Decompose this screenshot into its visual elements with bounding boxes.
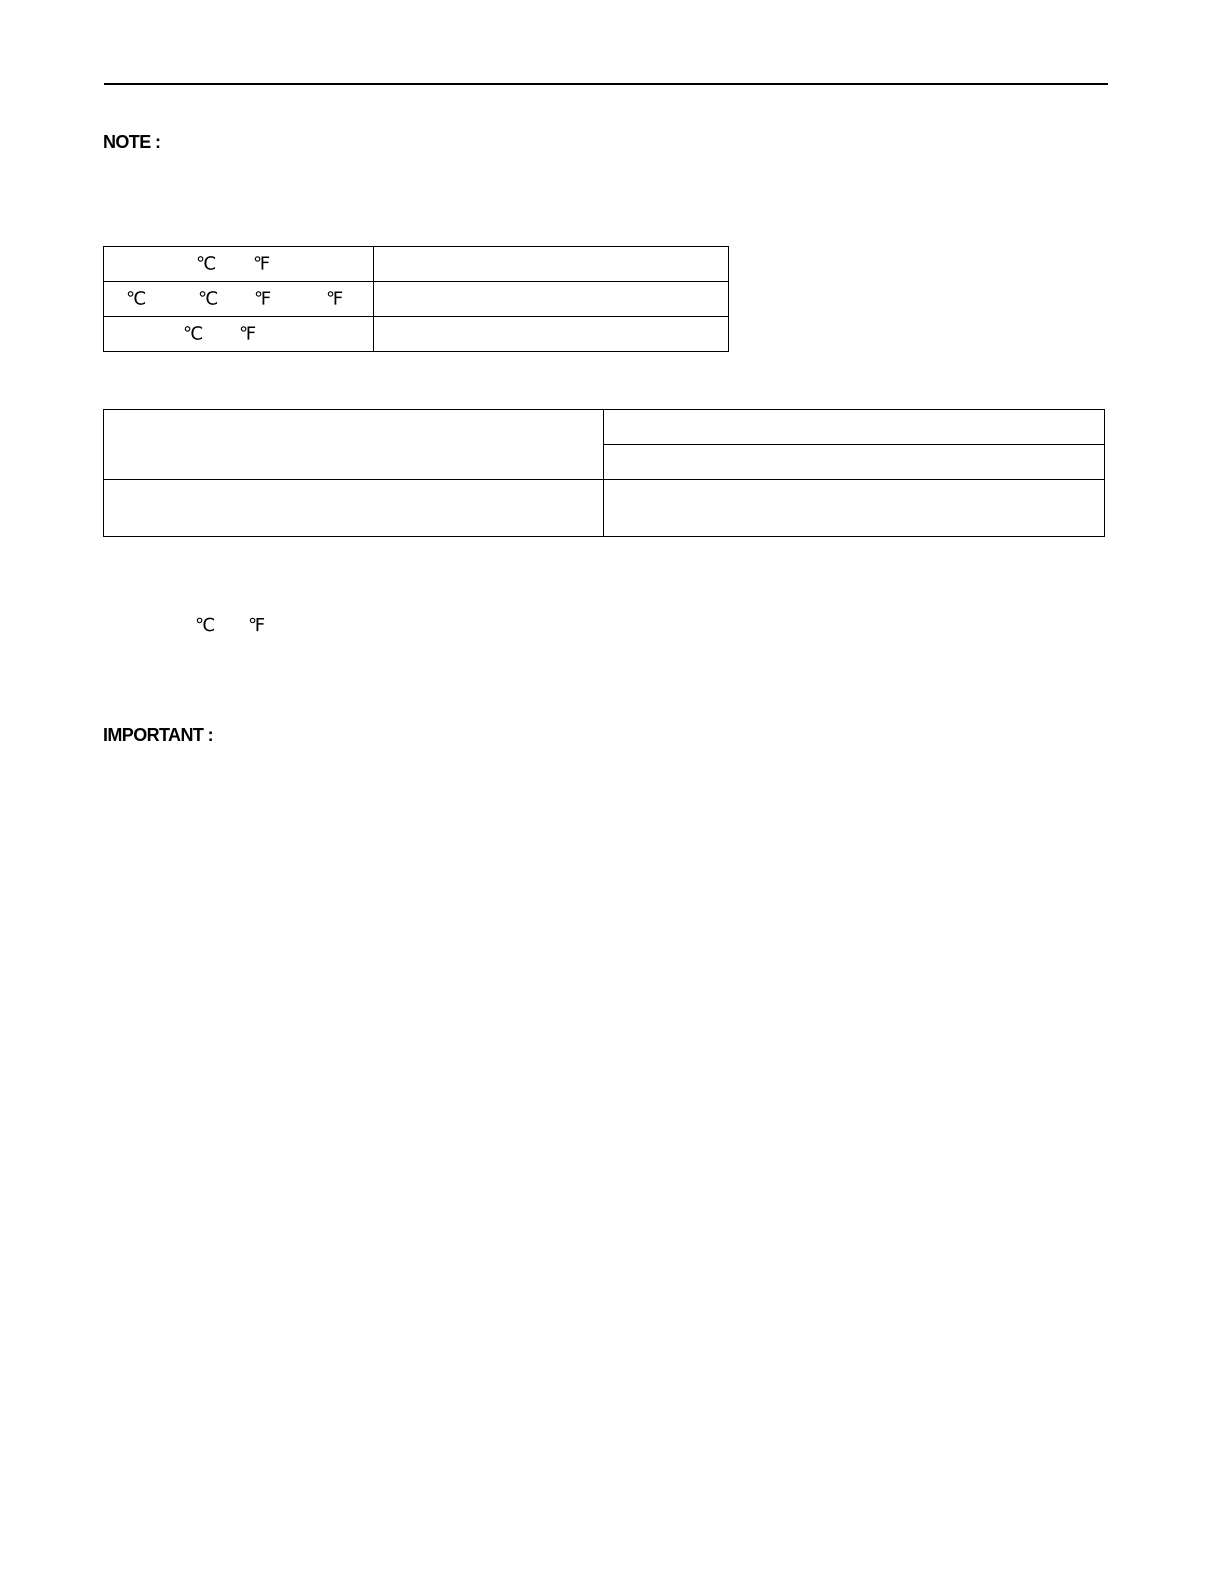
table-cell xyxy=(604,445,1105,480)
celsius-unit: ℃ xyxy=(126,288,147,309)
fahrenheit-unit: ℉ xyxy=(326,288,344,309)
table-cell xyxy=(104,247,374,282)
table-row xyxy=(104,317,729,352)
table-row xyxy=(104,480,1105,537)
fahrenheit-unit: ℉ xyxy=(253,253,271,274)
celsius-unit: ℃ xyxy=(195,615,216,635)
table-cell xyxy=(104,317,374,352)
celsius-unit: ℃ xyxy=(196,253,217,274)
celsius-unit: ℃ xyxy=(183,323,204,344)
table-cell xyxy=(104,410,604,480)
table-row xyxy=(104,247,729,282)
table-cell xyxy=(604,480,1105,537)
fahrenheit-unit: ℉ xyxy=(239,323,257,344)
table-cell xyxy=(374,317,729,352)
fahrenheit-unit: ℉ xyxy=(248,615,266,635)
table-cell xyxy=(374,282,729,317)
celsius-unit: ℃ xyxy=(198,288,219,309)
header-rule xyxy=(104,83,1108,85)
note-label: NOTE : xyxy=(103,132,161,152)
table-row xyxy=(104,282,729,317)
important-label: IMPORTANT : xyxy=(103,725,214,745)
table-cell xyxy=(104,480,604,537)
table-row xyxy=(104,410,1105,445)
table-cell xyxy=(374,247,729,282)
table-cell xyxy=(604,410,1105,445)
table-cell xyxy=(104,282,374,317)
spec-table xyxy=(103,409,1105,537)
temperature-table xyxy=(103,246,729,352)
fahrenheit-unit: ℉ xyxy=(254,288,272,309)
